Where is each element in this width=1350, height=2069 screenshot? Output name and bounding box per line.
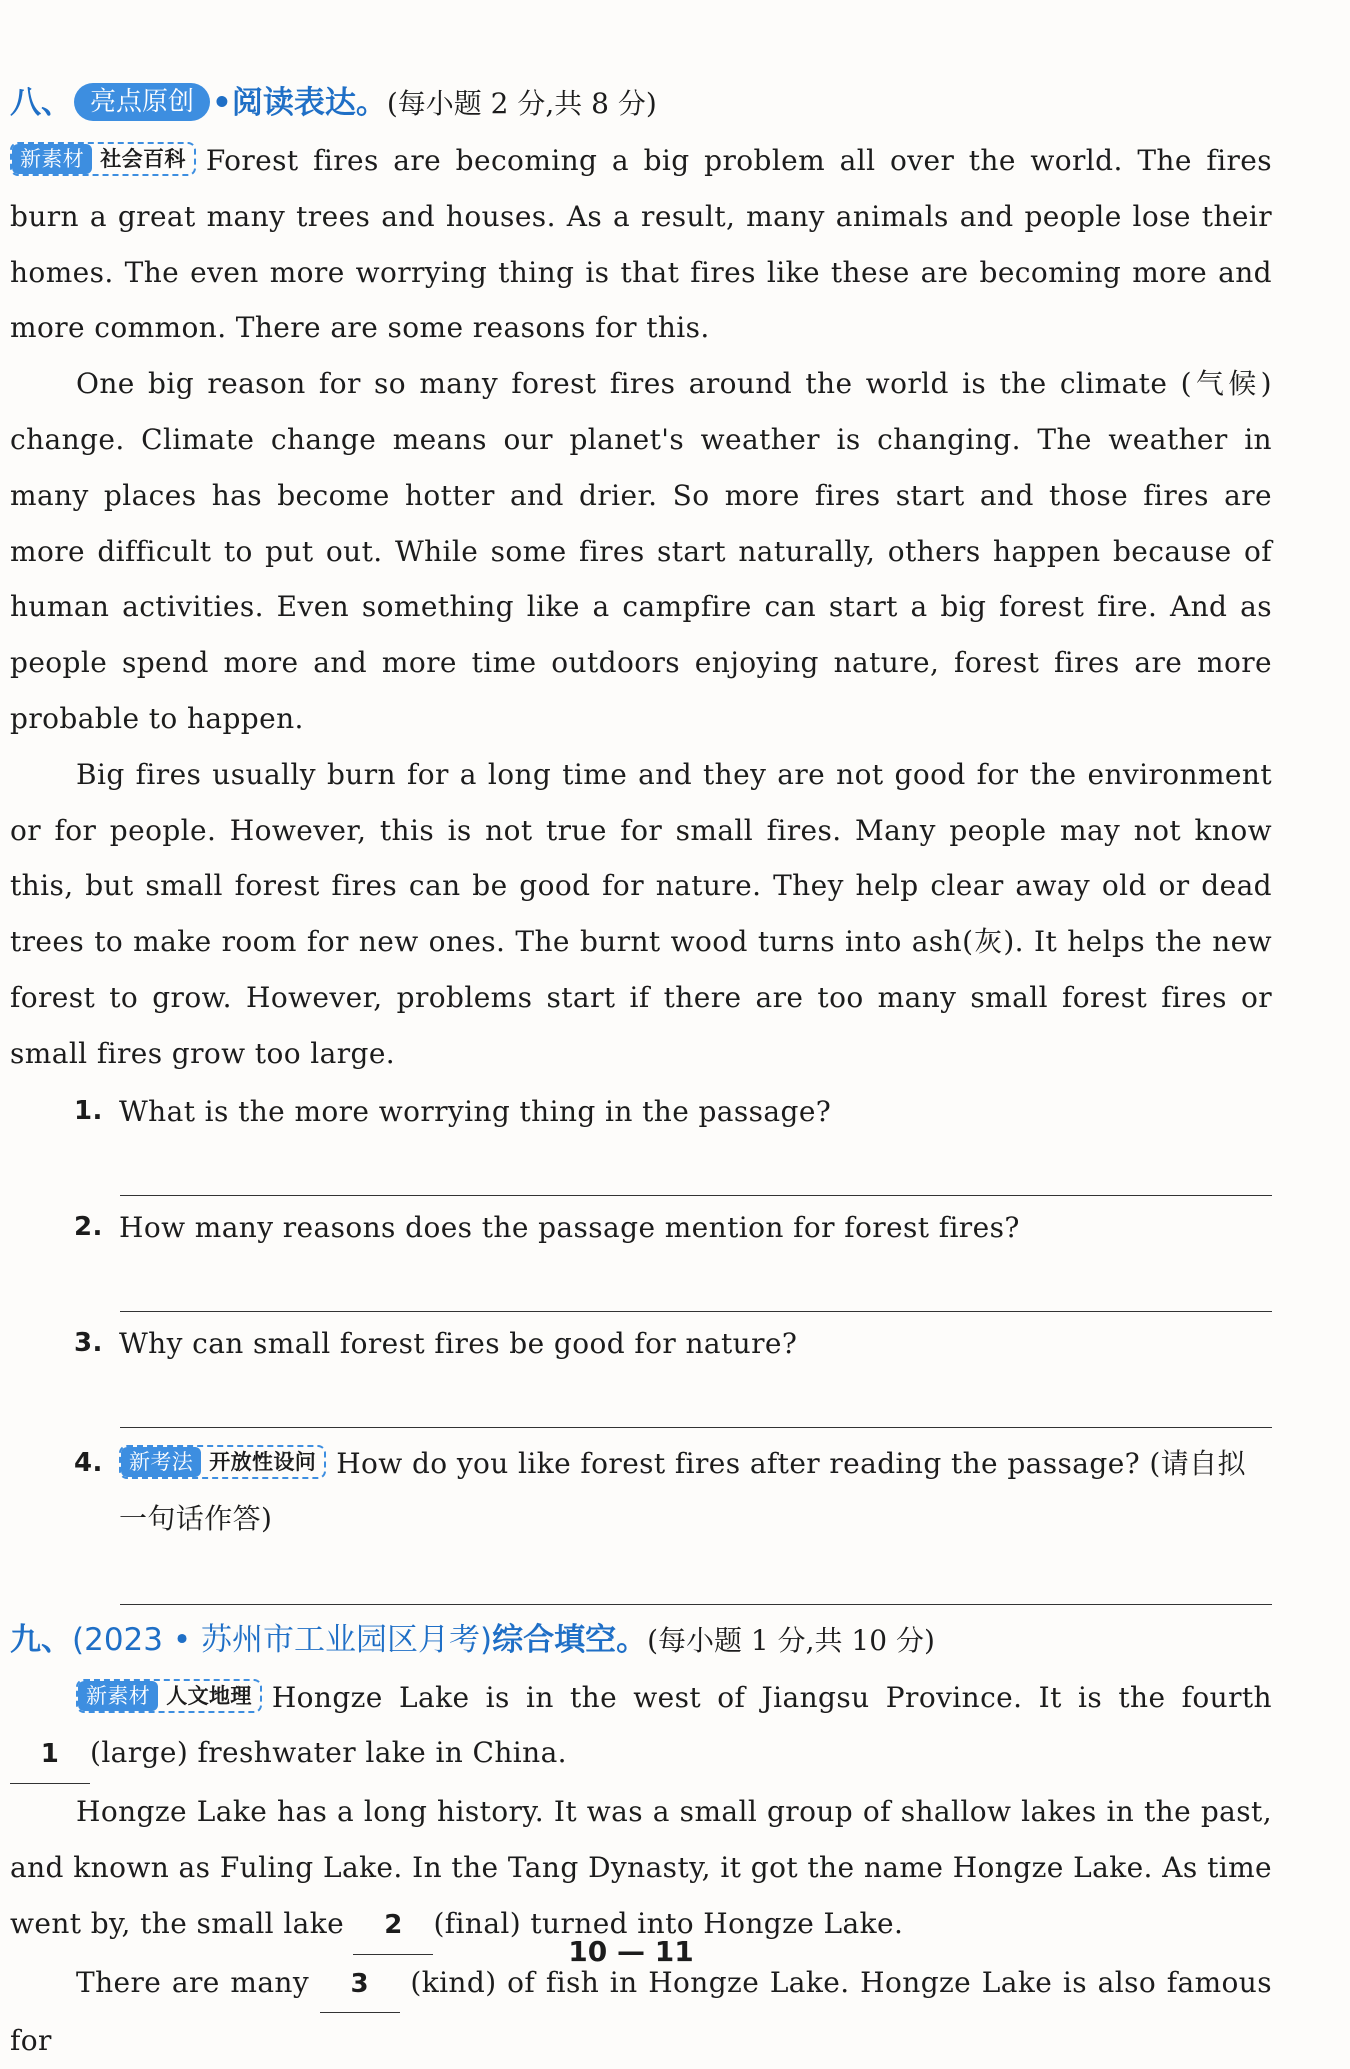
paragraph-text: There are many — [76, 1965, 310, 1999]
section-9-source: (2023 • 苏州市工业园区月考) — [72, 1621, 493, 1658]
question-2 — [74, 1200, 1272, 1255]
question-1 — [74, 1084, 1272, 1139]
paragraph-1-text: Forest fires are becoming a big problem all over the world. The fires burn a great many trees and houses. As a result, many animals and people lose their homes. The even more worrying thing is that fires like these are becoming more and more common. There are some reasons for this. — [10, 144, 1272, 345]
section-8-scoring: (每小题 2 分,共 8 分) — [386, 87, 657, 120]
tag-sub: 社会百科 — [100, 147, 186, 171]
lake-paragraph-2 — [10, 1784, 1272, 1954]
tag-main: 新素材 — [12, 144, 92, 174]
question-text: How many reasons does the passage mention for forest fires? — [119, 1210, 1020, 1244]
question-number: 3. — [74, 1327, 103, 1358]
question-4 — [74, 1436, 1272, 1546]
tag-sub: 人文地理 — [166, 1683, 252, 1708]
new-method-tag — [119, 1445, 326, 1479]
answer-line-1[interactable] — [120, 1139, 1272, 1196]
page-number: 10 — 11 — [568, 1935, 694, 1968]
passage-paragraph-2: One big reason for so many forest fires around the world is the climate (气候) change. Climate change means our planet's weather is changing. The weather in many places has become hotter and drier. So more fires start and those fires are more difficult to put out. While some fires start naturally, others happen because of human activities. Even something like a campfire can start a big forest fire. And as people spend more and more time outdoors enjoying nature, forest fires are more probable to happen. — [10, 367, 1272, 735]
tag-main: 新素材 — [78, 1681, 158, 1711]
section-9-title: 综合填空。 — [492, 1621, 648, 1658]
question-text: Why can small forest fires be good for nature? — [119, 1326, 798, 1360]
original-badge: 亮点原创 — [74, 83, 210, 121]
blank-3[interactable]: 3 — [320, 1957, 400, 2014]
material-tag — [10, 142, 196, 176]
section-9-scoring: (每小题 1 分,共 10 分) — [647, 1623, 935, 1657]
bullet-dot: • — [212, 85, 232, 121]
paragraph-text: Hongze Lake has a long history. It was a small group of shallow lakes in the past, and known as Fuling Lake. In the Tang Dynasty, it got the name Hongze Lake. As time went by, the small lake — [10, 1795, 1272, 1940]
worksheet-page — [10, 78, 1272, 2069]
section-9-numeral: 九、 — [10, 1621, 72, 1658]
question-number: 2. — [74, 1211, 103, 1242]
tag-main: 新考法 — [121, 1447, 201, 1477]
section-8-heading — [10, 78, 1272, 129]
paragraph-text: (final) turned into Hongze Lake. — [433, 1906, 904, 1940]
answer-line-3[interactable] — [120, 1371, 1272, 1428]
tag-sub: 开放性设问 — [209, 1449, 317, 1474]
lake-paragraph-3 — [10, 1955, 1272, 2069]
paragraph-text: Hongze Lake is in the west of Jiangsu Province. It is the fourth — [271, 1680, 1272, 1714]
section-8-title: 阅读表达。 — [231, 85, 387, 121]
question-number: 4. — [74, 1447, 103, 1478]
blank-1[interactable]: 1 — [10, 1727, 90, 1784]
material-tag-2 — [76, 1679, 262, 1713]
passage-paragraph-3: Big fires usually burn for a long time and they are not good for the environment or for people. However, this is not true for small fires. Many people may not know this, but small forest fires can be good for nature. They help clear away old or dead trees to make room for new ones. The burnt wood turns into ash(灰). It helps the new forest to grow. However, problems start if there are too many small forest fires or small fires grow too large. — [10, 757, 1272, 1070]
paragraph-text: (kind) of fish in Hongze Lake. Hongze Lake is also famous for — [10, 1965, 1273, 2058]
question-text — [119, 1436, 1272, 1546]
question-3 — [74, 1316, 1272, 1371]
section-9-heading — [10, 1615, 1272, 1666]
section-8-numeral: 八、 — [10, 85, 72, 121]
lake-paragraph-1 — [10, 1670, 1272, 1785]
answer-line-4[interactable] — [120, 1546, 1272, 1605]
question-4-text: How do you like forest fires after reading the passage? (请自拟一句话作答) — [119, 1446, 1246, 1535]
paragraph-text: (large) freshwater lake in China. — [90, 1736, 567, 1770]
question-number: 1. — [74, 1095, 103, 1126]
blank-2[interactable]: 2 — [353, 1898, 433, 1955]
answer-line-2[interactable] — [120, 1255, 1272, 1312]
question-text: What is the more worrying thing in the passage? — [119, 1094, 832, 1128]
passage-paragraph-1 — [10, 133, 1272, 356]
